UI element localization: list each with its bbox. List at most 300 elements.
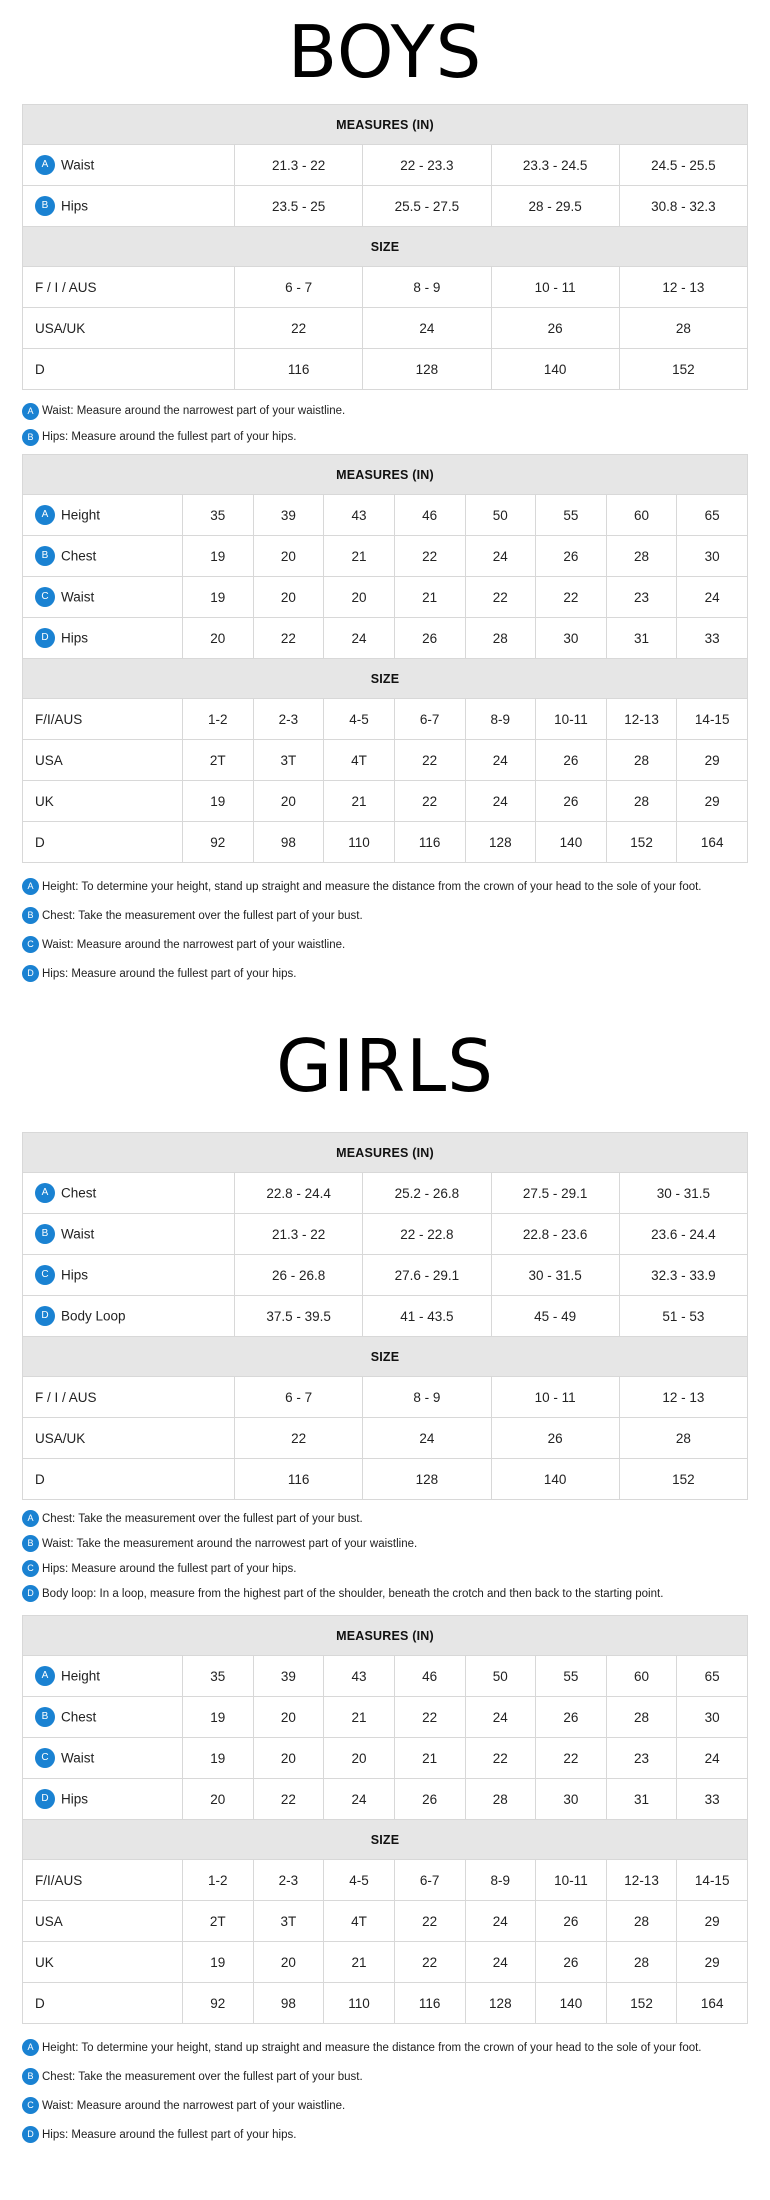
size-value: 140	[491, 349, 619, 390]
measure-label: Hips	[61, 630, 89, 646]
size-value: 116	[394, 822, 465, 863]
size-value: 26	[491, 1418, 619, 1459]
measure-value: 22.8 - 24.4	[235, 1173, 363, 1214]
measure-value: 19	[183, 536, 254, 577]
measure-label: Height	[61, 507, 101, 523]
boys-notes-2	[22, 872, 762, 988]
note-item	[22, 1531, 762, 1556]
measure-label-cell	[23, 186, 235, 227]
badge-c-icon: C	[35, 1748, 55, 1768]
measure-value: 37.5 - 39.5	[235, 1296, 363, 1337]
measure-value: 30 - 31.5	[619, 1173, 747, 1214]
size-value: 6-7	[394, 699, 465, 740]
measure-value: 23.6 - 24.4	[619, 1214, 747, 1255]
badge-a-icon: A	[35, 1666, 55, 1686]
size-label: F/I/AUS	[23, 699, 183, 740]
size-label: D	[23, 822, 183, 863]
measure-label: Body Loop	[61, 1308, 126, 1324]
size-row	[23, 822, 748, 863]
measure-row	[23, 495, 748, 536]
note-text: Hips: Measure around the fullest part of your hips.	[42, 967, 297, 980]
girls-title: GIRLS	[276, 1024, 494, 1108]
measure-value: 20	[253, 1697, 324, 1738]
size-value: 140	[536, 822, 607, 863]
size-value: 10-11	[536, 699, 607, 740]
size-header: SIZE	[23, 1820, 748, 1860]
measure-value: 60	[606, 1656, 677, 1697]
measures-header-row	[23, 1133, 748, 1173]
size-value: 140	[536, 1983, 607, 2024]
size-label: USA/UK	[23, 308, 235, 349]
note-item	[22, 1506, 762, 1531]
size-value: 29	[677, 781, 748, 822]
badge-a-icon: A	[22, 878, 39, 895]
measure-value: 43	[324, 1656, 395, 1697]
note-text: Chest: Take the measurement over the fullest part of your bust.	[42, 1512, 363, 1525]
size-value: 6-7	[394, 1860, 465, 1901]
measures-header: MEASURES (IN)	[23, 105, 748, 145]
measure-value: 24.5 - 25.5	[619, 145, 747, 186]
size-value: 20	[253, 781, 324, 822]
measure-value: 46	[394, 1656, 465, 1697]
size-value: 92	[183, 1983, 254, 2024]
size-label: USA	[23, 1901, 183, 1942]
measure-row	[23, 1173, 748, 1214]
measure-value: 30	[677, 536, 748, 577]
measure-value: 21	[324, 536, 395, 577]
note-text: Body loop: In a loop, measure from the highest part of the shoulder, beneath the crotch and then back to the starting point.	[42, 1587, 664, 1600]
size-header-row	[23, 1820, 748, 1860]
size-row	[23, 781, 748, 822]
measure-value: 50	[465, 1656, 536, 1697]
measure-label: Waist	[61, 157, 95, 173]
size-value: 14-15	[677, 699, 748, 740]
measure-label: Chest	[61, 1185, 97, 1201]
measure-value: 28	[606, 1697, 677, 1738]
badge-b-icon: B	[22, 1535, 39, 1552]
measure-value: 30.8 - 32.3	[619, 186, 747, 227]
note-item	[22, 2033, 762, 2062]
size-value: 140	[491, 1459, 619, 1500]
size-value: 28	[606, 781, 677, 822]
measure-value: 55	[536, 1656, 607, 1697]
size-label: D	[23, 1459, 235, 1500]
badge-a-icon: A	[35, 1183, 55, 1203]
measures-header: MEASURES (IN)	[23, 455, 748, 495]
measure-value: 23.3 - 24.5	[491, 145, 619, 186]
size-header-row	[23, 1337, 748, 1377]
note-item	[22, 424, 762, 450]
badge-d-icon: D	[22, 965, 39, 982]
size-value: 6 - 7	[235, 267, 363, 308]
size-value: 2T	[183, 740, 254, 781]
boys-title: BOYS	[287, 10, 483, 94]
measure-value: 23	[606, 1738, 677, 1779]
note-text: Height: To determine your height, stand up straight and measure the distance from the crown of your head to the sole of your foot.	[42, 880, 702, 893]
note-text: Chest: Take the measurement over the fullest part of your bust.	[42, 909, 363, 922]
size-label: F / I / AUS	[23, 1377, 235, 1418]
badge-d-icon: D	[35, 628, 55, 648]
size-row	[23, 1860, 748, 1901]
size-header: SIZE	[23, 1337, 748, 1377]
size-value: 164	[677, 1983, 748, 2024]
measure-value: 26	[394, 1779, 465, 1820]
measure-value: 41 - 43.5	[363, 1296, 491, 1337]
measure-value: 30	[677, 1697, 748, 1738]
measure-value: 28	[465, 618, 536, 659]
size-label: F / I / AUS	[23, 267, 235, 308]
measure-value: 55	[536, 495, 607, 536]
note-item	[22, 959, 762, 988]
size-row	[23, 699, 748, 740]
size-value: 10 - 11	[491, 1377, 619, 1418]
measure-row	[23, 1214, 748, 1255]
measure-value: 50	[465, 495, 536, 536]
size-value: 24	[465, 781, 536, 822]
size-value: 8-9	[465, 699, 536, 740]
size-value: 22	[394, 1901, 465, 1942]
size-label: USA	[23, 740, 183, 781]
size-value: 6 - 7	[235, 1377, 363, 1418]
size-header: SIZE	[23, 659, 748, 699]
size-value: 8 - 9	[363, 1377, 491, 1418]
measure-label: Chest	[61, 1709, 97, 1725]
measure-label: Waist	[61, 1750, 95, 1766]
measure-label-cell	[23, 1173, 235, 1214]
size-value: 128	[363, 1459, 491, 1500]
measure-row	[23, 1779, 748, 1820]
badge-b-icon: B	[35, 546, 55, 566]
size-value: 116	[235, 1459, 363, 1500]
size-value: 28	[606, 1942, 677, 1983]
measure-value: 24	[324, 618, 395, 659]
measure-value: 22	[465, 1738, 536, 1779]
badge-d-icon: D	[35, 1306, 55, 1326]
size-row	[23, 1418, 748, 1459]
measures-header-row	[23, 105, 748, 145]
size-value: 28	[619, 308, 747, 349]
measure-label: Height	[61, 1668, 101, 1684]
badge-c-icon: C	[35, 1265, 55, 1285]
size-value: 152	[606, 1983, 677, 2024]
size-value: 19	[183, 1942, 254, 1983]
size-value: 110	[324, 822, 395, 863]
measure-value: 23	[606, 577, 677, 618]
note-text: Waist: Measure around the narrowest part of your waistline.	[42, 938, 346, 951]
measure-label: Waist	[61, 1226, 95, 1242]
measures-header: MEASURES (IN)	[23, 1133, 748, 1173]
note-text: Waist: Take the measurement around the narrowest part of your waistline.	[42, 1537, 418, 1550]
measure-value: 25.2 - 26.8	[363, 1173, 491, 1214]
measure-value: 35	[183, 495, 254, 536]
note-item	[22, 930, 762, 959]
measure-row	[23, 1656, 748, 1697]
measure-row	[23, 1738, 748, 1779]
note-text: Hips: Measure around the fullest part of your hips.	[42, 1562, 297, 1575]
measure-row	[23, 186, 748, 227]
note-item	[22, 398, 762, 424]
measure-row	[23, 1697, 748, 1738]
badge-d-icon: D	[22, 1585, 39, 1602]
badge-b-icon: B	[35, 196, 55, 216]
measure-value: 65	[677, 1656, 748, 1697]
badge-a-icon: A	[35, 155, 55, 175]
size-value: 8 - 9	[363, 267, 491, 308]
measure-label-cell	[23, 1255, 235, 1296]
boys-size-table-1	[22, 104, 748, 390]
measure-label-cell	[23, 495, 183, 536]
boys-notes-1	[22, 398, 762, 450]
measure-value: 25.5 - 27.5	[363, 186, 491, 227]
measure-value: 24	[677, 1738, 748, 1779]
measure-value: 27.5 - 29.1	[491, 1173, 619, 1214]
measure-value: 21	[394, 577, 465, 618]
measure-value: 20	[324, 1738, 395, 1779]
badge-a-icon: A	[22, 1510, 39, 1527]
size-row	[23, 1901, 748, 1942]
size-row	[23, 1942, 748, 1983]
size-label: UK	[23, 781, 183, 822]
measure-label-cell	[23, 1656, 183, 1697]
size-value: 12-13	[606, 699, 677, 740]
size-value: 22	[394, 781, 465, 822]
size-value: 28	[606, 740, 677, 781]
size-value: 1-2	[183, 699, 254, 740]
measure-label: Chest	[61, 548, 97, 564]
measure-label-cell	[23, 1296, 235, 1337]
measure-value: 22 - 22.8	[363, 1214, 491, 1255]
measure-value: 27.6 - 29.1	[363, 1255, 491, 1296]
note-item	[22, 872, 762, 901]
size-value: 128	[465, 1983, 536, 2024]
size-value: 4T	[324, 740, 395, 781]
size-row	[23, 1983, 748, 2024]
size-value: 2T	[183, 1901, 254, 1942]
measure-row	[23, 1296, 748, 1337]
size-row	[23, 267, 748, 308]
size-row	[23, 308, 748, 349]
size-value: 4-5	[324, 699, 395, 740]
measure-value: 30	[536, 1779, 607, 1820]
size-value: 12 - 13	[619, 1377, 747, 1418]
size-value: 14-15	[677, 1860, 748, 1901]
size-value: 28	[619, 1418, 747, 1459]
measure-value: 24	[465, 1697, 536, 1738]
size-value: 116	[235, 349, 363, 390]
note-text: Hips: Measure around the fullest part of your hips.	[42, 431, 297, 443]
measures-header-row	[23, 1616, 748, 1656]
girls-size-table-2	[22, 1615, 748, 2024]
girls-size-table-1	[22, 1132, 748, 1500]
measure-label: Hips	[61, 198, 89, 214]
measure-value: 26	[536, 1697, 607, 1738]
measure-value: 31	[606, 1779, 677, 1820]
measure-value: 45 - 49	[491, 1296, 619, 1337]
size-row	[23, 1377, 748, 1418]
note-item	[22, 901, 762, 930]
measure-value: 60	[606, 495, 677, 536]
badge-d-icon: D	[22, 2126, 39, 2143]
measure-value: 28 - 29.5	[491, 186, 619, 227]
measure-label-cell	[23, 618, 183, 659]
measure-value: 32.3 - 33.9	[619, 1255, 747, 1296]
size-value: 29	[677, 740, 748, 781]
badge-c-icon: C	[22, 1560, 39, 1577]
badge-a-icon: A	[22, 2039, 39, 2056]
size-value: 24	[465, 1901, 536, 1942]
size-value: 110	[324, 1983, 395, 2024]
measure-label-cell	[23, 577, 183, 618]
size-value: 3T	[253, 740, 324, 781]
measures-header: MEASURES (IN)	[23, 1616, 748, 1656]
measure-value: 20	[253, 1738, 324, 1779]
measure-value: 28	[606, 536, 677, 577]
note-item	[22, 1556, 762, 1581]
size-value: 24	[363, 1418, 491, 1459]
size-value: 12 - 13	[619, 267, 747, 308]
badge-a-icon: A	[22, 403, 39, 420]
measure-value: 21	[324, 1697, 395, 1738]
measure-value: 20	[183, 618, 254, 659]
measure-value: 43	[324, 495, 395, 536]
size-value: 28	[606, 1901, 677, 1942]
size-row	[23, 1459, 748, 1500]
measure-label: Hips	[61, 1267, 89, 1283]
size-value: 10 - 11	[491, 267, 619, 308]
size-value: 26	[536, 781, 607, 822]
size-row	[23, 740, 748, 781]
size-value: 21	[324, 781, 395, 822]
measure-value: 22	[536, 1738, 607, 1779]
measure-value: 26 - 26.8	[235, 1255, 363, 1296]
measure-label: Hips	[61, 1791, 89, 1807]
note-text: Waist: Measure around the narrowest part of your waistline.	[42, 2099, 346, 2112]
size-value: 2-3	[253, 1860, 324, 1901]
measure-label-cell	[23, 145, 235, 186]
measure-value: 33	[677, 1779, 748, 1820]
measure-row	[23, 618, 748, 659]
size-value: 24	[465, 1942, 536, 1983]
size-header-row	[23, 227, 748, 267]
size-value: 152	[619, 1459, 747, 1500]
badge-b-icon: B	[35, 1224, 55, 1244]
badge-c-icon: C	[22, 936, 39, 953]
measure-label-cell	[23, 1214, 235, 1255]
size-value: 24	[363, 308, 491, 349]
size-value: 22	[235, 1418, 363, 1459]
size-value: 22	[394, 740, 465, 781]
measure-value: 22.8 - 23.6	[491, 1214, 619, 1255]
size-value: 3T	[253, 1901, 324, 1942]
measure-value: 26	[394, 618, 465, 659]
badge-c-icon: C	[22, 2097, 39, 2114]
measure-value: 22	[536, 577, 607, 618]
measure-value: 20	[253, 536, 324, 577]
note-item	[22, 2091, 762, 2120]
size-value: 22	[394, 1942, 465, 1983]
measure-value: 21	[394, 1738, 465, 1779]
measure-value: 19	[183, 1738, 254, 1779]
measure-value: 24	[465, 536, 536, 577]
size-value: 26	[536, 1942, 607, 1983]
note-item	[22, 2120, 762, 2149]
note-item	[22, 2062, 762, 2091]
size-label: USA/UK	[23, 1418, 235, 1459]
girls-notes-1	[22, 1506, 762, 1606]
measure-label-cell	[23, 536, 183, 577]
note-text: Waist: Measure around the narrowest part of your waistline.	[42, 405, 346, 417]
badge-c-icon: C	[35, 587, 55, 607]
size-label: UK	[23, 1942, 183, 1983]
note-text: Height: To determine your height, stand up straight and measure the distance from the crown of your head to the sole of your foot.	[42, 2041, 702, 2054]
measure-value: 46	[394, 495, 465, 536]
size-value: 22	[235, 308, 363, 349]
size-value: 26	[491, 308, 619, 349]
badge-b-icon: B	[22, 2068, 39, 2085]
size-value: 26	[536, 740, 607, 781]
measure-value: 21.3 - 22	[235, 1214, 363, 1255]
measure-value: 35	[183, 1656, 254, 1697]
measure-value: 26	[536, 536, 607, 577]
measure-value: 24	[677, 577, 748, 618]
measure-row	[23, 536, 748, 577]
measure-row	[23, 577, 748, 618]
size-value: 21	[324, 1942, 395, 1983]
measure-value: 22 - 23.3	[363, 145, 491, 186]
size-value: 24	[465, 740, 536, 781]
measure-value: 31	[606, 618, 677, 659]
size-label: D	[23, 1983, 183, 2024]
size-value: 98	[253, 822, 324, 863]
measure-value: 24	[324, 1779, 395, 1820]
note-item	[22, 1581, 762, 1606]
measure-value: 30	[536, 618, 607, 659]
size-row	[23, 349, 748, 390]
girls-notes-2	[22, 2033, 762, 2149]
measure-label-cell	[23, 1779, 183, 1820]
size-value: 4T	[324, 1901, 395, 1942]
measure-value: 22	[253, 618, 324, 659]
size-label: F/I/AUS	[23, 1860, 183, 1901]
size-value: 8-9	[465, 1860, 536, 1901]
size-value: 164	[677, 822, 748, 863]
measure-value: 39	[253, 1656, 324, 1697]
measure-label-cell	[23, 1738, 183, 1779]
note-text: Chest: Take the measurement over the fullest part of your bust.	[42, 2070, 363, 2083]
measure-label: Waist	[61, 589, 95, 605]
measure-value: 20	[324, 577, 395, 618]
size-value: 12-13	[606, 1860, 677, 1901]
size-value: 4-5	[324, 1860, 395, 1901]
boys-size-table-2	[22, 454, 748, 863]
size-value: 2-3	[253, 699, 324, 740]
measure-value: 22	[394, 1697, 465, 1738]
measure-value: 22	[465, 577, 536, 618]
measure-value: 51 - 53	[619, 1296, 747, 1337]
size-value: 20	[253, 1942, 324, 1983]
measure-value: 33	[677, 618, 748, 659]
measure-value: 19	[183, 577, 254, 618]
size-value: 152	[606, 822, 677, 863]
measure-row	[23, 145, 748, 186]
badge-a-icon: A	[35, 505, 55, 525]
measure-label-cell	[23, 1697, 183, 1738]
size-value: 19	[183, 781, 254, 822]
measure-value: 19	[183, 1697, 254, 1738]
size-label: D	[23, 349, 235, 390]
measure-value: 20	[253, 577, 324, 618]
measure-value: 65	[677, 495, 748, 536]
